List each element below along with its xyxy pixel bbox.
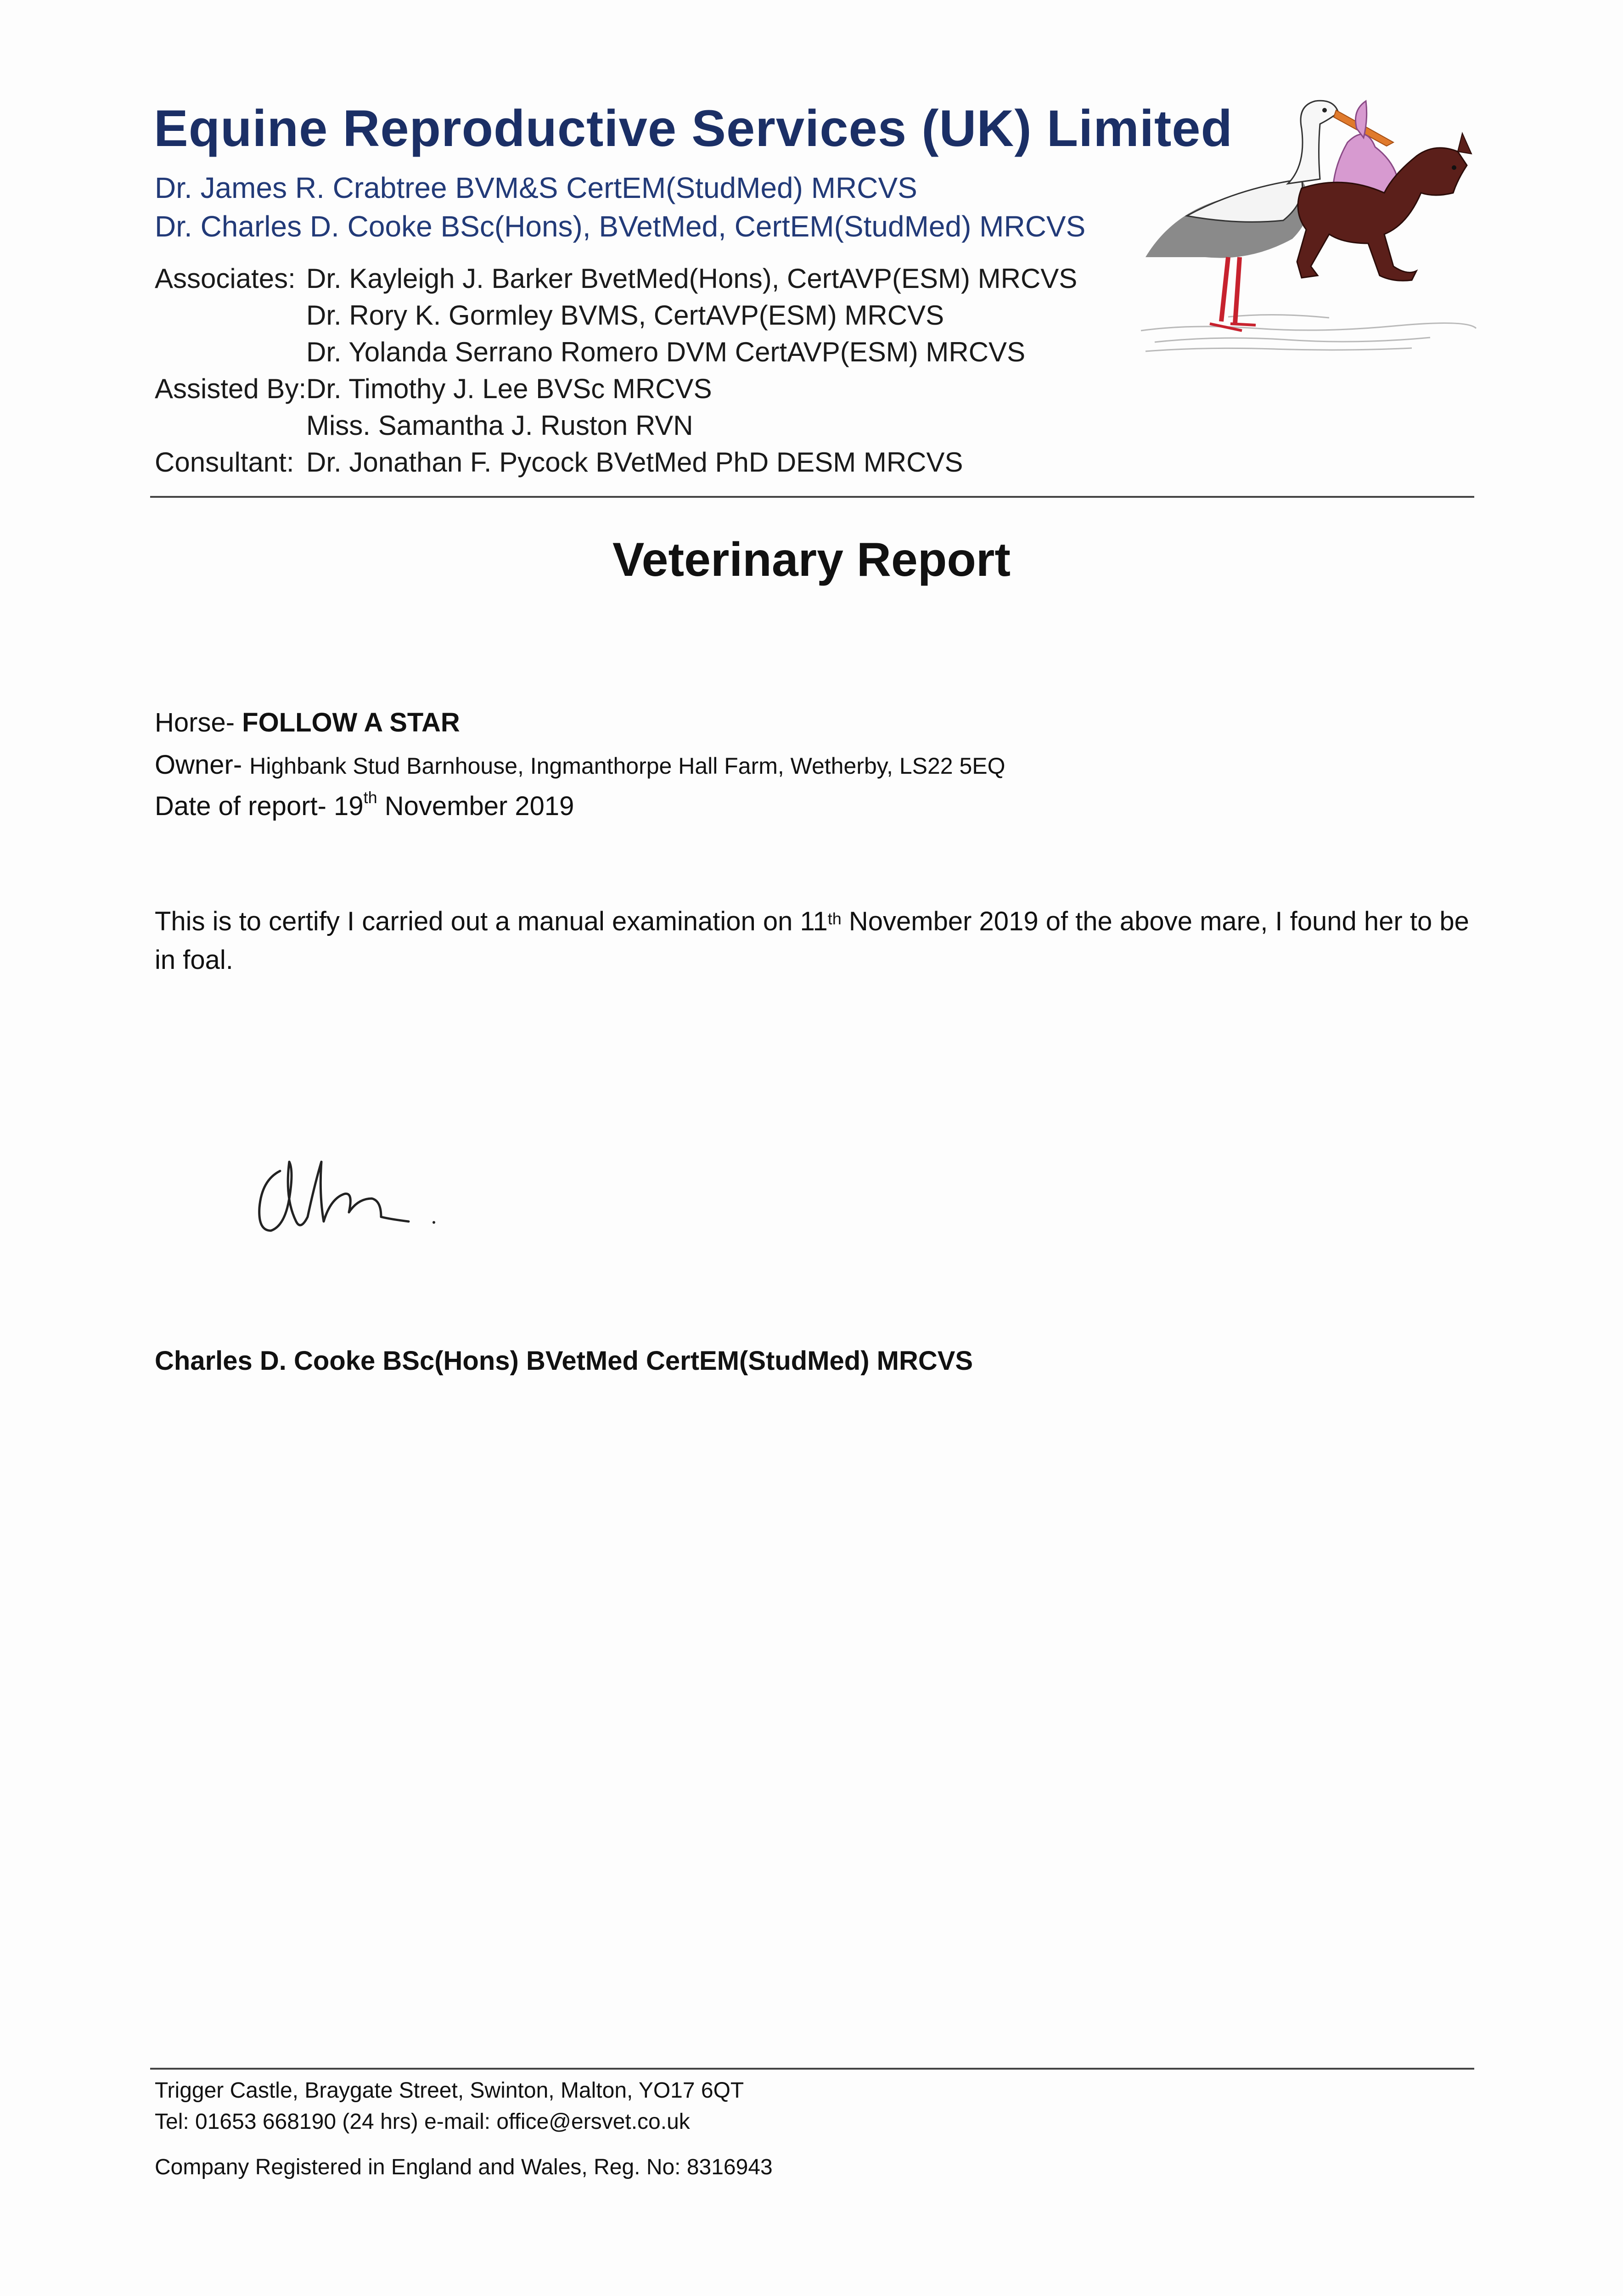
body-suffix: th [827,909,842,928]
staff-line [155,446,963,478]
date-field [155,788,574,822]
owner-value: Highbank Stud Barnhouse, Ingmanthorpe Hall Farm, Wetherby, LS22 5EQ [249,753,1005,779]
staff-name: Dr. Yolanda Serrano Romero DVM CertAVP(ESM) MRCVS [306,337,1026,367]
staff-name: Dr. Rory K. Gormley BVMS, CertAVP(ESM) MRCVS [306,300,944,331]
date-label: Date of report- 19 [155,791,364,821]
staff-line [155,299,944,331]
footer-contact: Tel: 01653 668190 (24 hrs) e-mail: office@ersvet.co.uk [155,2110,690,2134]
footer-divider [150,2068,1474,2070]
staff-line [155,263,1077,294]
staff-name: Dr. Kayleigh J. Barker BvetMed(Hons), CertAVP(ESM) MRCVS [306,263,1078,294]
staff-role: Assisted By: [155,373,307,404]
date-suffix: th [363,788,377,807]
horse-name: FOLLOW A STAR [242,708,460,737]
stork-carrying-foal-icon [1136,73,1485,363]
horse-field [155,707,460,738]
footer-address: Trigger Castle, Braygate Street, Swinton, Malton, YO17 6QT [155,2078,744,2103]
body-part-1: This is to certify I carried out a manual examination on 11 [155,906,828,936]
staff-line [155,373,712,405]
staff-name: Dr. Timothy J. Lee BVSc MRCVS [306,373,712,404]
footer-registration: Company Registered in England and Wales, Reg. No: 8316943 [155,2155,773,2179]
staff-name: Dr. Jonathan F. Pycock BVetMed PhD DESM MRCVS [306,447,963,478]
horse-label: Horse- [155,708,242,737]
staff-line [155,410,693,441]
partner-cooke: Dr. Charles D. Cooke BSc(Hons), BVetMed, CertEM(StudMed) MRCVS [155,210,1086,243]
staff-role: Consultant: [155,447,294,478]
header-divider [150,496,1474,498]
staff-name: Miss. Samantha J. Ruston RVN [306,410,693,441]
signatory-name: Charles D. Cooke BSc(Hons) BVetMed CertEM(StudMed) MRCVS [155,1346,973,1376]
owner-label: Owner- [155,750,250,780]
company-name: Equine Reproductive Services (UK) Limited [154,100,1233,157]
certification-text [155,902,1477,979]
body-part-2: November 2019 of the above mare, I found her to be in foal. [155,906,1469,975]
date-rest: November 2019 [377,791,574,821]
handwritten-signature-icon [253,1143,468,1254]
staff-role: Associates: [155,263,296,294]
page-title: Veterinary Report [612,533,1011,586]
staff-line [155,336,1025,368]
partner-crabtree: Dr. James R. Crabtree BVM&S CertEM(StudMed) MRCVS [155,171,917,204]
owner-field [155,749,1005,780]
